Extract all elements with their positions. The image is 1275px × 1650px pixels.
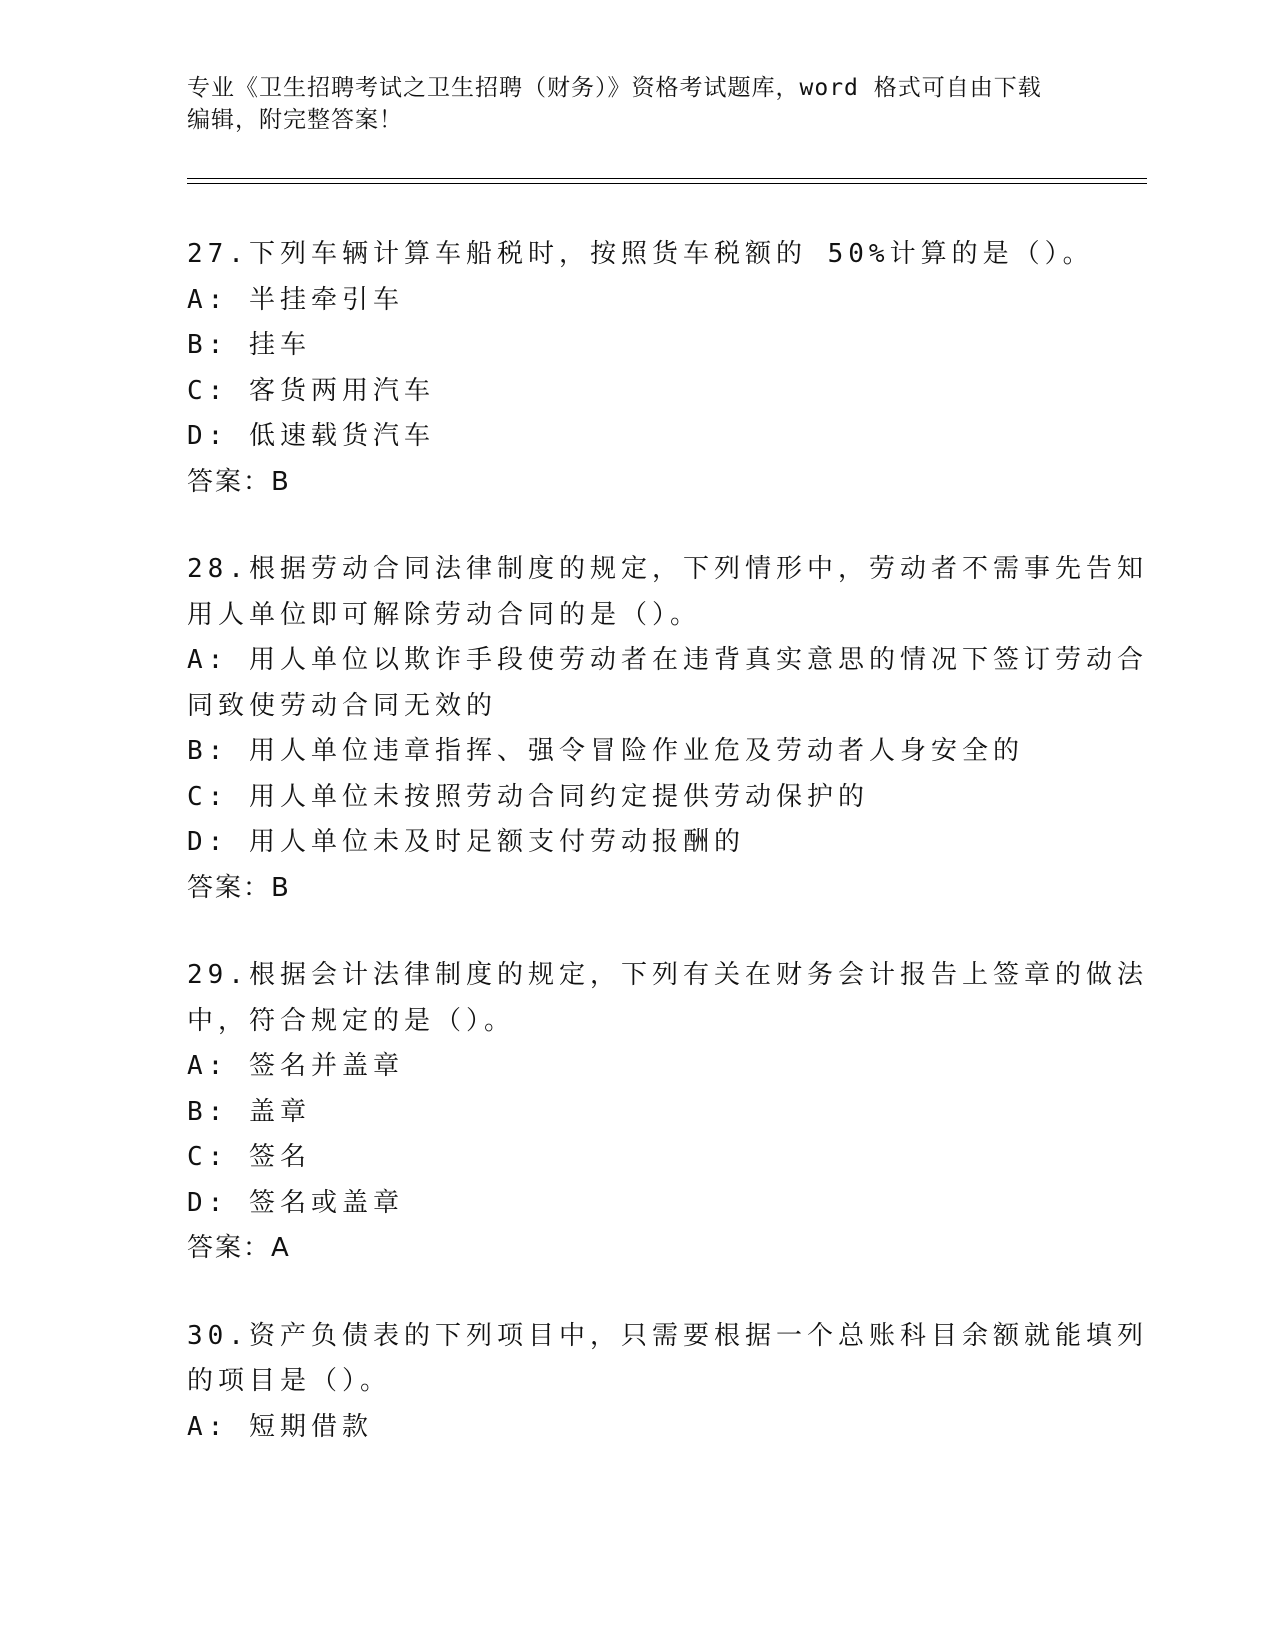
question-item — [187, 953, 1148, 1272]
question-option-line: C: 客货两用汽车 — [187, 375, 435, 406]
question-option-line: C: 用人单位未按照劳动合同约定提供劳动保护的 — [187, 781, 869, 812]
question-answer: 答案：B — [187, 872, 291, 903]
header-divider-bottom — [187, 183, 1147, 184]
question-option-line: D: 签名或盖章 — [187, 1187, 404, 1218]
question-option-line: A: 签名并盖章 — [187, 1051, 404, 1081]
question-stem-line: 的项目是（）。 — [187, 1366, 392, 1396]
question-option-line: D: 低速载货汽车 — [187, 421, 435, 451]
document-header — [187, 72, 1067, 136]
question-item — [187, 547, 1148, 911]
question-stem-line: 30.资产负债表的下列项目中，只需要根据一个总账科目余额就能填列 — [187, 1320, 1148, 1351]
question-stem-line: 用人单位即可解除劳动合同的是（）。 — [187, 599, 702, 630]
question-answer: 答案：B — [187, 466, 291, 497]
question-stem-line: 中，符合规定的是（）。 — [187, 1005, 516, 1036]
question-answer: 答案：A — [187, 1233, 291, 1263]
question-option-line: D: 用人单位未及时足额支付劳动报酬的 — [187, 827, 745, 857]
header-line-1: 专业《卫生招聘考试之卫生招聘（财务）》资格考试题库，word 格式可自由下载 — [187, 75, 1042, 101]
question-option-line: B: 盖章 — [187, 1096, 311, 1127]
question-option-line: B: 挂车 — [187, 330, 311, 360]
question-option-line: B: 用人单位违章指挥、强令冒险作业危及劳动者人身安全的 — [187, 736, 1024, 766]
question-list — [187, 232, 1148, 1492]
question-option-line: A: 短期借款 — [187, 1411, 373, 1442]
question-option-line: A: 用人单位以欺诈手段使劳动者在违背真实意思的情况下签订劳动合 — [187, 645, 1148, 675]
question-option-line: 同致使劳动合同无效的 — [187, 690, 498, 721]
header-divider-top — [187, 178, 1147, 179]
question-item — [187, 232, 1094, 505]
question-stem-line: 28.根据劳动合同法律制度的规定，下列情形中，劳动者不需事先告知 — [187, 554, 1148, 584]
header-line-2: 编辑，附完整答案！ — [187, 107, 403, 133]
question-option-line: A: 半挂牵引车 — [187, 284, 404, 315]
question-stem-line: 27.下列车辆计算车船税时，按照货车税额的 50%计算的是（）。 — [187, 239, 1094, 269]
question-stem-line: 29.根据会计法律制度的规定，下列有关在财务会计报告上签章的做法 — [187, 960, 1148, 990]
question-item — [187, 1314, 1148, 1451]
question-option-line: C: 签名 — [187, 1142, 311, 1172]
